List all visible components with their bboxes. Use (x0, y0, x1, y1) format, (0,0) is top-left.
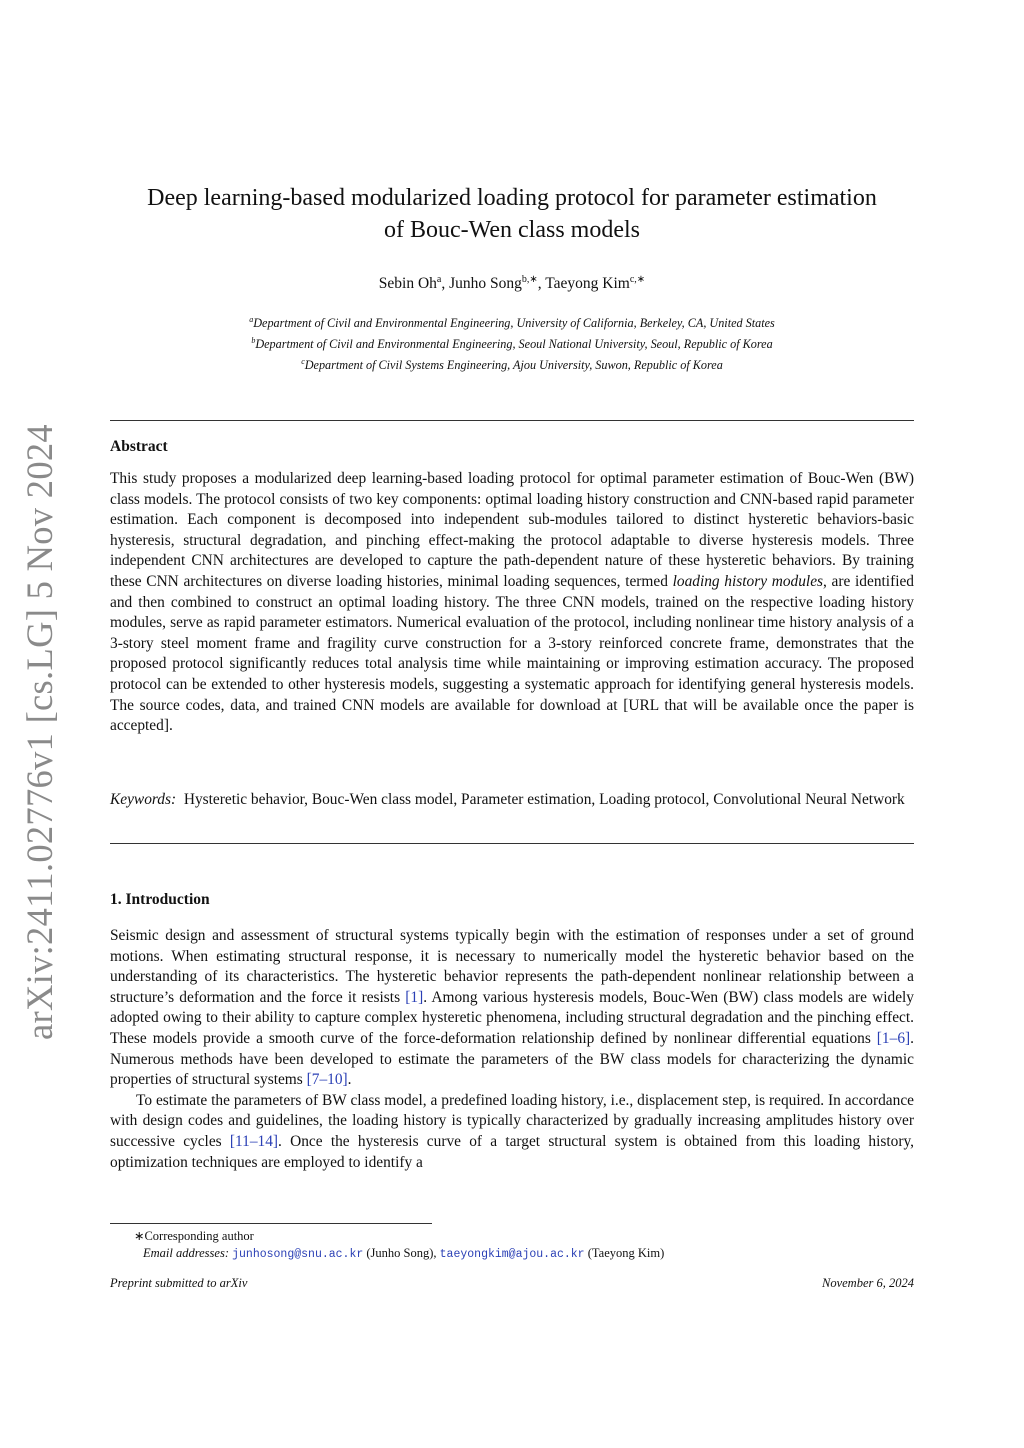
arxiv-side-identifier: arXiv:2411.02776v1 [cs.LG] 5 Nov 2024 (19, 424, 60, 1040)
introduction-text (110, 926, 914, 1173)
abstract-top-rule (110, 420, 914, 421)
affiliations (110, 311, 914, 374)
footnote-rule (110, 1223, 432, 1224)
abstract-italic-term: loading history modules (672, 572, 824, 590)
affiliation-marker: c (301, 357, 305, 367)
section-heading-introduction: 1. Introduction (110, 891, 210, 908)
citation-link[interactable]: [1] (405, 988, 424, 1006)
author-list: Sebin Oh$^a$, Junho Song$^{b,∗}$, Taeyong Kim$^{c,∗}$ (378, 274, 646, 293)
email-owner: (Junho Song), (366, 1246, 437, 1260)
abstract-heading: Abstract (110, 438, 168, 455)
footnote (110, 1228, 914, 1263)
abstract-text (110, 469, 914, 737)
affiliation-line (110, 353, 914, 374)
paper-title (110, 182, 914, 246)
author-affil-marker: c,∗ (629, 274, 646, 285)
abstract-text-part: This study proposes a modularized deep learning-based loading protocol for optimal parameter estimation of Bouc-Wen (BW) class models. The protocol consists of two key components: optimal loading history construction and CNN-based rapid parameter estimation. Each component is decomposed into independent sub-modules tailored to distinct hysteretic behaviors-basic hysteresis, structural degradation, and pinching effect-making the protocol adaptable to diverse hysteresis models. Three independent CNN architectures are developed to capture the path-dependent nature of these hysteretic behaviors. By training these CNN architectures on diverse loading histories, minimal loading sequences, termed (110, 470, 914, 590)
author-name: Sebin Oh (378, 275, 437, 293)
author-affil-marker: a (436, 274, 442, 285)
footer-preprint-note: Preprint submitted to arXiv (110, 1276, 248, 1290)
keywords (110, 790, 914, 811)
affiliation-marker: b (251, 336, 256, 346)
citation-link[interactable]: [7–10] (306, 1071, 348, 1089)
paragraph-text: . Numerous methods have been developed to estimate the parameters of the BW class models for characterizing the dynamic properties of structural systems (110, 1029, 914, 1089)
affiliation-text: Department of Civil and Environmental Engineering, University of California, Berkeley, CA, United States (253, 316, 775, 331)
email-owner: (Taeyong Kim) (587, 1246, 665, 1260)
paragraph-text: . Among various hysteresis models, Bouc-Wen (BW) class models are widely adopted owing to their ability to capture complex hysteretic phenomena, including structural degradation and the pinching effect. These models provide a smooth curve of the force-deformation relationship defined by nonlinear differential equations (110, 988, 915, 1047)
abstract-text-part: , are identified and then combined to construct an optimal loading history. The three CNN models, trained on the respective loading history modules, serve as rapid parameter estimators. Numerical evaluation of the protocol, including nonlinear time history analysis of a 3-story steel moment frame and fragility curve construction for a 3-story reinforced concrete frame, demonstrates that the proposed protocol significantly reduces total analysis time while maintaining or improving estimation accuracy. The proposed protocol can be extended to other hysteresis models, suggesting a systematic approach for identifying general hysteresis models. The source codes, data, and trained CNN models are available for download at [URL that will be available once the paper is accepted]. (110, 572, 914, 735)
email-link[interactable]: taeyongkim@ajou.ac.kr (439, 1248, 585, 1261)
affiliation-text: Department of Civil Systems Engineering, Ajou University, Suwon, Republic of Korea (304, 358, 723, 373)
paragraph-text: . (347, 1071, 352, 1089)
abstract-bottom-rule (110, 843, 914, 844)
email-label: Email addresses: (143, 1246, 229, 1260)
citation-link[interactable]: [11–14] (229, 1132, 279, 1150)
author-affil-marker: b,∗ (521, 274, 538, 285)
paragraph (110, 1091, 914, 1173)
paragraph-text: Seismic design and assessment of structural systems typically begin with the estimation of responses under a set of ground motions. When estimating structural response, it is necessary to numerically model the hysteretic behavior based on the understanding of its characteristics. The hysteretic behavior represents the path-dependent nonlinear relationship between a structure’s deformation and the force it resists (110, 927, 914, 1006)
paragraph-text: . Once the hysteresis curve of a target structural system is obtained from this loading history, optimization techniques are employed to identify a (110, 1132, 914, 1171)
title-line-1: Deep learning-based modularized loading protocol for parameter estimation (147, 185, 877, 211)
author-name: Junho Song (449, 275, 522, 293)
keywords-text: Hysteretic behavior, Bouc-Wen class model, Parameter estimation, Loading protocol, Convolutional Neural Network (183, 791, 905, 808)
paragraph (110, 926, 914, 1091)
email-line (110, 1245, 914, 1263)
affiliation-marker: a (249, 315, 254, 324)
title-line-2: of Bouc-Wen class models (383, 217, 640, 243)
footer-date: November 6, 2024 (822, 1276, 914, 1290)
affiliation-text: Department of Civil and Environmental Engineering, Seoul National University, Seoul, Republic of Korea (255, 337, 773, 352)
affiliation-line (110, 311, 914, 332)
email-link[interactable]: junhosong@snu.ac.kr (232, 1248, 364, 1261)
citation-link[interactable]: [1–6] (876, 1029, 911, 1047)
corresponding-author-note: ∗Corresponding author (134, 1229, 254, 1243)
author-name: Taeyong Kim (545, 275, 630, 293)
keywords-label: Keywords: (110, 791, 177, 808)
affiliation-line (110, 332, 914, 353)
paragraph-text: To estimate the parameters of BW class model, a predefined loading history, i.e., displacement step, is required. In accordance with design codes and guidelines, the loading history is typically characterized by gradually increasing amplitudes history over successive cycles (110, 1091, 914, 1150)
